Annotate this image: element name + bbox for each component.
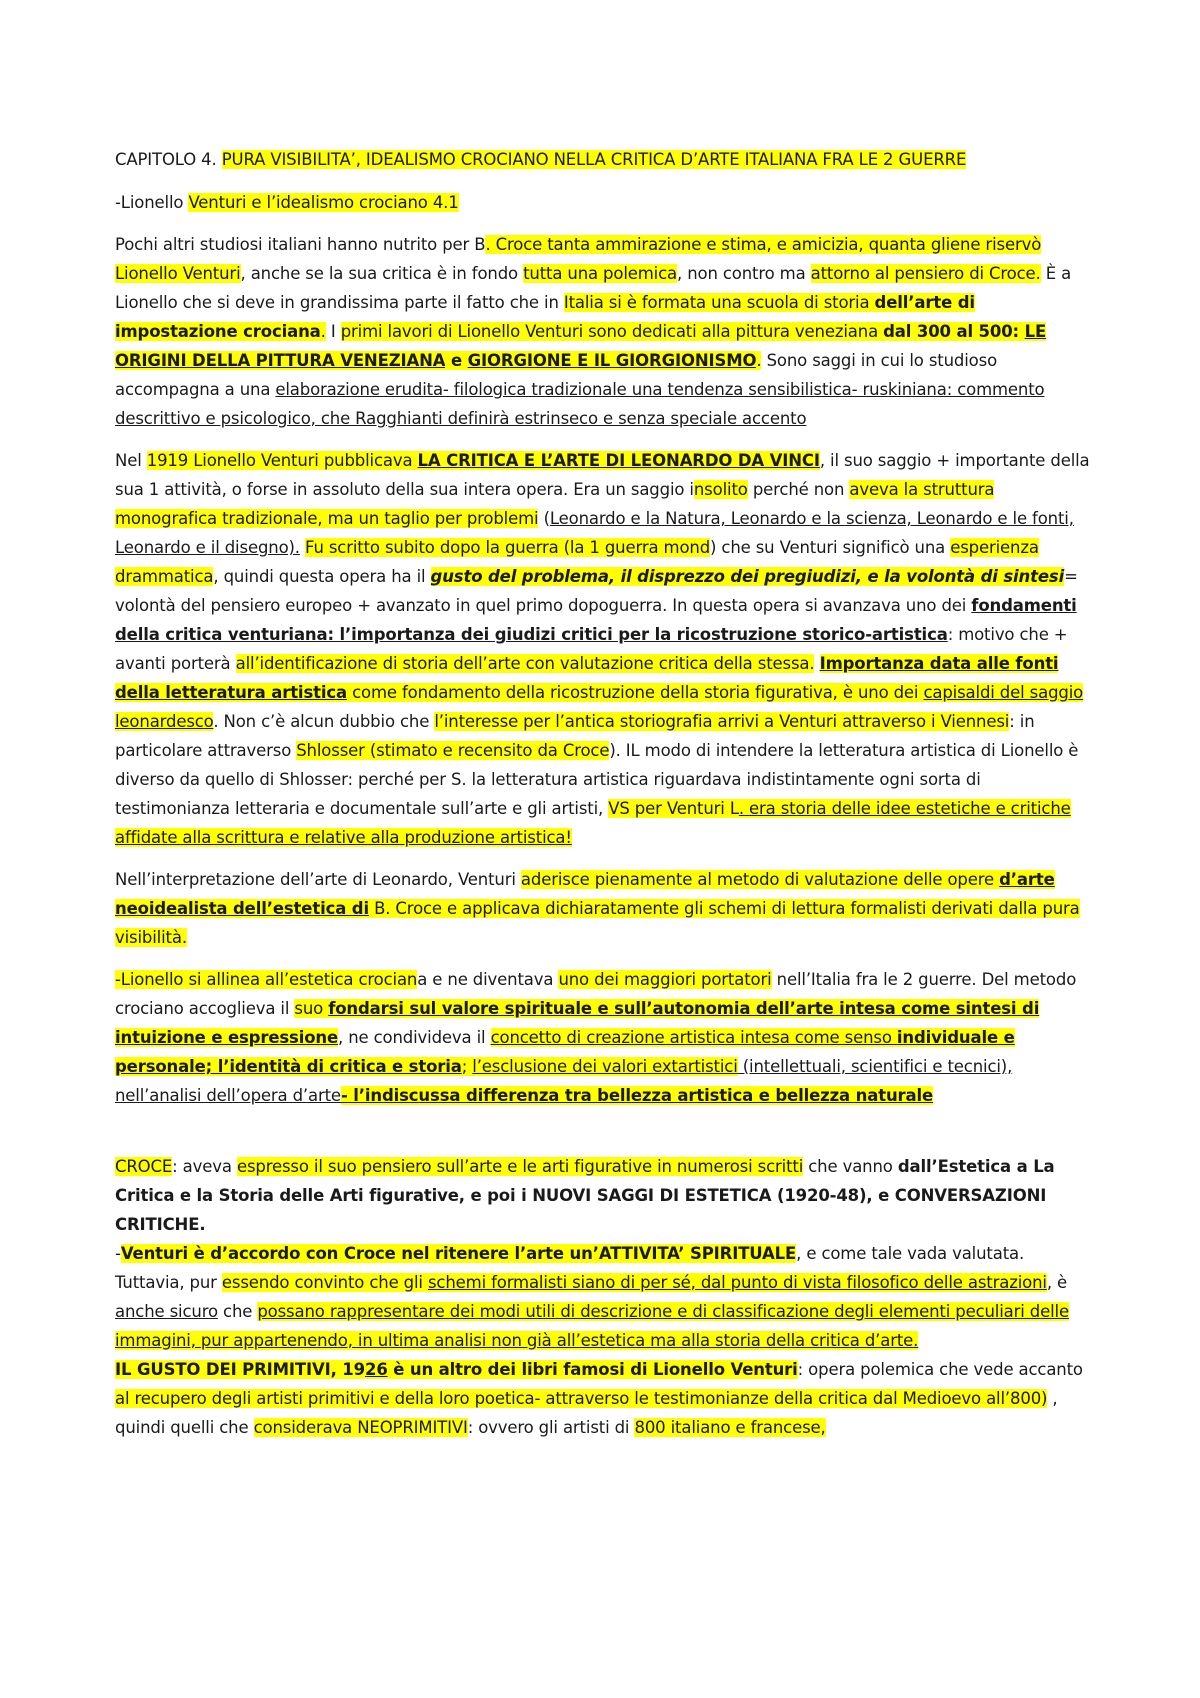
text-run: : opera polemica che vede accanto [797,1360,1083,1379]
text-run: aveva la struttura monografica tradizionale, ma un taglio per problemi [115,480,995,528]
text-run: dall’Estetica a La Critica e la Storia delle Arti figurative, e poi i NUOVI SAGGI DI ESTETICA (1920-48), e CONVERSAZIONI CRITICHE. [115,1157,1055,1234]
text-run: dell’arte di impostazione crociana [115,293,975,341]
text-run: , quindi quelli che [115,1389,1058,1437]
text-run: fondarsi sul valore spirituale e sull’autonomia dell’arte intesa come sintesi di intuizione e espressione [115,999,1040,1047]
text-run: al recupero degli artisti primitivi e della loro poetica- attraverso le testimonianze della critica dal Medioevo all’800) [115,1389,1048,1408]
text-run: - [115,1244,121,1263]
text-run: uno dei maggiori portatori [558,970,772,989]
text-run: , quindi questa opera ha il [213,567,431,586]
text-run: VS per Venturi L [608,799,739,818]
text-run: è un altro dei libri famosi di Lionello Venturi [387,1360,798,1379]
text-run: Fu scritto subito dopo la guerra (la 1 guerra mond [305,538,711,557]
text-run: 1919 [146,451,189,470]
text-run: Nel [115,451,147,470]
spacer-1 [115,1123,1095,1152]
text-run: Nell’interpretazione dell’arte di Leonardo, Venturi [115,870,521,889]
text-run: . [320,322,326,341]
text-run: che vanno [803,1157,898,1176]
text-run: nsolito [693,480,748,499]
text-run: . era storia delle idee estetiche e critiche affidate alla scrittura e relative alla produzione artistica! [115,799,1071,847]
text-run: - l’indiscussa differenza tra bellezza artistica e bellezza naturale [340,1086,934,1105]
text-run: schemi formalisti siano di per sé, dal punto di vista filosofico delle astrazioni [427,1273,1047,1292]
text-run: suo [294,999,329,1018]
text-run: gusto del problema, il disprezzo dei pregiudizi, e la volontà di sintesi [430,567,1065,586]
text-run: possano [257,1302,330,1321]
text-run: e [445,351,468,370]
para-4 [115,965,1095,1110]
text-run: nell’Italia fra le 2 guerre. Del metodo crociano accoglieva il [115,970,1077,1018]
text-run: LE ORIGINI DELLA PITTURA VENEZIANA [115,322,1047,370]
text-run: esperienza drammatica [115,538,1039,586]
text-run [814,654,819,673]
text-run: IL GUSTO DEI PRIMITIVI, 19 [115,1360,365,1379]
text-run: , è [1046,1273,1068,1292]
heading [115,145,1095,174]
text-run: concetto di creazione artistica intesa come senso [490,1028,897,1047]
section-4-1 [115,188,1095,217]
text-run: della letteratura artistica [115,683,347,702]
text-run: -Lionello si allinea all’estetica crocian [115,970,418,989]
text-run: essendo convinto che gli [221,1273,428,1292]
text-run: , anche se la sua critica è in fondo [240,264,524,283]
text-run: d’arte neoidealista dell’estetica di [115,870,1055,918]
text-run: . [213,712,219,731]
text-run: B. Croce e applicava dichiaratamente gli schemi di lettura formalisti derivati dalla pura visibilità. [115,899,1080,947]
para-2 [115,446,1095,852]
text-run: = volontà del pensiero europeo + avanzato in quel primo dopoguerra. In questa opera si avanzava uno dei [115,567,1078,615]
text-run: CROCE [115,1157,173,1176]
text-run: CAPITOLO 4. [115,150,222,169]
text-run: primi lavori di Lionello Venturi sono dedicati alla pittura veneziana [340,322,884,341]
para-5 [115,1152,1095,1239]
text-run: all’identificazione di storia dell’arte con valutazione critica della stessa. [235,654,815,673]
text-run: l’esclusione dei valori extartistici [472,1057,738,1076]
text-run: espresso il suo pensiero sull’arte e le arti figurative in numerosi scritti [236,1157,804,1176]
text-run: ; [461,1057,473,1076]
text-run: a e ne diventava [417,970,559,989]
text-run: Non c’è alcun dubbio che [218,712,435,731]
text-run: È a Lionello che si deve in grandissima parte il fatto che in [115,264,1072,312]
text-run: tutta una polemica [523,264,677,283]
text-run: Lionello Venturi pubblicava [188,451,418,470]
text-run: Venturi è d’accordo con Croce nel ritenere l’arte un’ATTIVITA’ SPIRITUALE [120,1244,797,1263]
text-run: individuale e personale; l’identità di critica e storia [115,1028,1015,1076]
text-run: ) che su Venturi significò una [710,538,951,557]
text-run: , il suo saggio + importante della sua 1 attività, o forse in assoluto della sua intera opera. Era un saggio i [115,451,1090,499]
text-run: PURA VISIBILITA’, IDEALISMO CROCIANO NELLA CRITICA D’ARTE ITALIANA FRA LE 2 GUERRE [221,150,967,169]
text-run: Importanza data alle fonti [819,654,1059,673]
text-run: Leonardo e la Natura, Leonardo e la scienza, Leonardo e le fonti, Leonardo e il disegno). [115,509,1074,557]
text-run: . Croce tanta ammirazione e stima, e amicizia, quanta gliene riservò Lionello Venturi [115,235,1042,283]
text-run: che [217,1302,258,1321]
text-run: 800 italiano e francese, [634,1418,826,1437]
text-run: I [325,322,341,341]
text-run: elaborazione erudita- filologica tradizionale una tendenza sensibilistica- ruskiniana: commento descrittivo e psicologico, che Ragghianti definirà estrinseco e senza speciale accento [115,380,1045,428]
text-run: rappresentare dei modi utili di descrizione e di classificazione degli elementi peculiari delle immagini, pur appartenendo, in ultima analisi non già all’estetica ma alla storia della critica d’arte. [115,1302,1069,1350]
text-run: come fondamento della ricostruzione della storia figurativa, è uno dei [346,683,924,702]
text-run: Sono saggi in cui lo studioso accompagna a una [115,351,998,399]
text-run: attorno al pensiero di Croce. [810,264,1041,283]
text-run: (intellettuali, scientifici e tecnici), nell’analisi dell’opera d’arte [115,1057,1013,1105]
text-run: , e come tale vada valutata. Tuttavia, pur [115,1244,1025,1292]
para-3 [115,865,1095,952]
text-run: : in particolare attraverso [115,712,1035,760]
text-run: l’interesse per l’antica storiografia arrivi a Venturi attraverso i Viennesi [434,712,1010,731]
text-run: fondamenti della critica venturiana: l’importanza dei giudizi critici per la ricostruzione storico-artistica [115,596,1077,644]
text-run: : ovvero gli artisti di [467,1418,635,1437]
text-run: anche sicuro [115,1302,218,1321]
text-run: Italia si è formata una scuola di storia [563,293,875,312]
text-run: , non contro ma [677,264,811,283]
text-run: GIORGIONE E IL GIORGIONISMO [467,351,757,370]
text-run: , ne condivideva il [338,1028,491,1047]
text-run: capisaldi del saggio leonardesco [115,683,1084,731]
text-run: Venturi e l’idealismo crociano 4.1 [188,193,459,212]
text-run: ). IL modo di intendere la letteratura artistica di Lionello è diverso da quello di Shlosser: perché per S. la letteratura artistica riguardava indistintamente ogni sorta di testimonianza letteraria e documentale sull’arte e gli artisti, [115,741,1079,818]
text-run: : aveva [172,1157,237,1176]
para-7 [115,1355,1095,1442]
text-run: considerava NEOPRIMITIVI [253,1418,468,1437]
text-run: : motivo che + avanti porterà [115,625,1068,673]
text-run: . [756,351,762,370]
text-run: dal 300 al 500: [883,322,1025,341]
para-1 [115,230,1095,433]
text-run: Shlosser (stimato e recensito da Croce [296,741,610,760]
text-run: 26 [364,1360,388,1379]
text-run: Pochi altri studiosi italiani hanno nutrito per B [115,235,486,254]
text-run: ( [538,509,550,528]
para-6 [115,1239,1095,1355]
text-run: LA CRITICA E L’ARTE DI LEONARDO DA VINCI [417,451,820,470]
text-run: -Lionello [115,193,189,212]
text-run: perché non [747,480,850,499]
text-run: aderisce pienamente al metodo di valutazione delle opere [520,870,1000,889]
